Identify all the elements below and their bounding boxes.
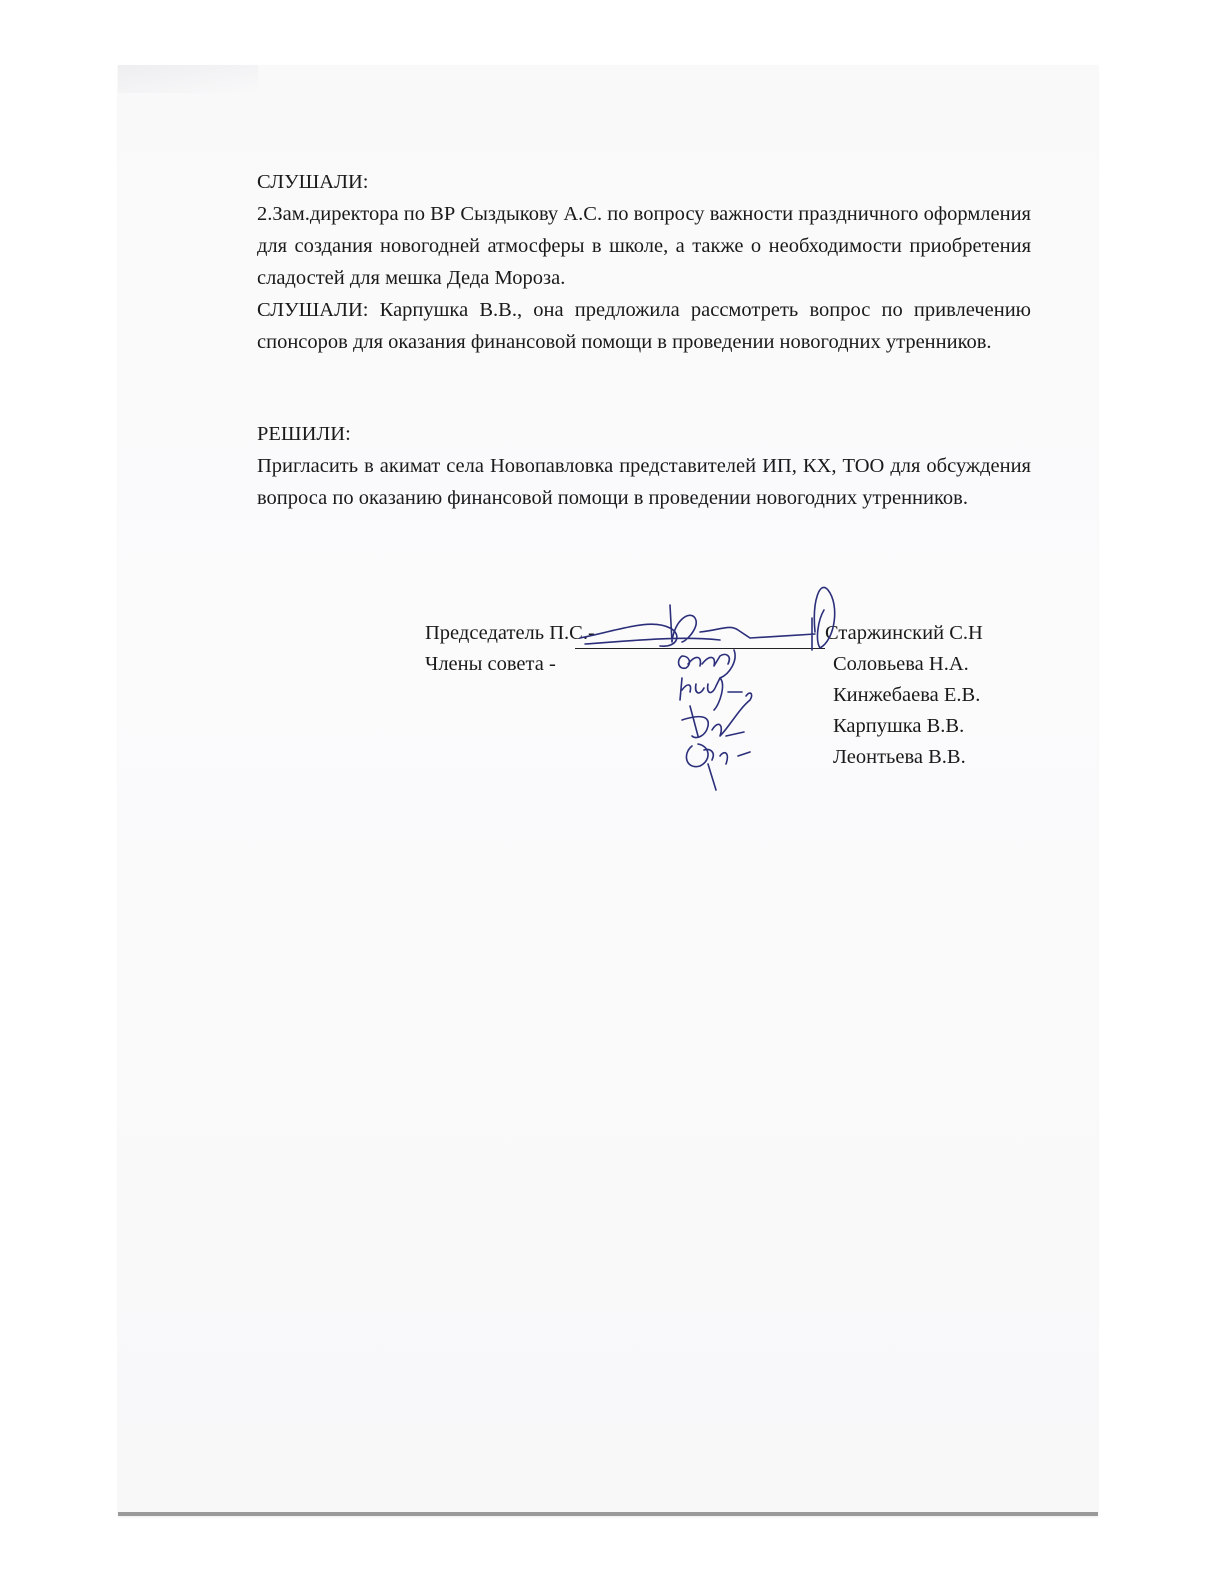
signatory-name-chair: Старжинский С.Н — [825, 622, 983, 644]
signatory-name: Кинжебаева Е.В. — [833, 684, 981, 706]
signatory-name: Соловьева Н.А. — [833, 653, 969, 675]
signature-member-1 — [679, 650, 736, 678]
signature-member-3 — [682, 693, 752, 738]
handwritten-signatures — [420, 560, 1040, 800]
paragraph-karpushka-proposal: СЛУШАЛИ: Карпушка В.В., она предложила рассмотреть вопрос по привлечению спонсоров для оказания финансовой помощи в проведении новогодних утренников. — [257, 299, 1031, 353]
signature-member-4 — [686, 744, 750, 790]
section-heard — [257, 166, 1031, 358]
signature-chair — [580, 587, 835, 650]
signature-block — [420, 560, 1040, 800]
paragraph-deputy-director-report: 2.Зам.директора по ВР Сыздыкову А.С. по вопросу важности праздничного оформления для создания новогодней атмосферы в школе, а также о необходимости приобретения сладостей для мешка Деда Мороза. — [257, 203, 1031, 289]
section-heading-decided: РЕШИЛИ: — [257, 423, 351, 445]
section-decided — [257, 418, 1031, 514]
paper-fold-shadow — [118, 65, 258, 93]
signatory-name: Леонтьева В.В. — [833, 746, 966, 768]
members-label: Члены совета - — [425, 653, 556, 675]
signature-member-2 — [680, 678, 742, 710]
signatory-name: Карпушка В.В. — [833, 715, 965, 737]
paragraph-decision: Пригласить в акимат села Новопавловка представителей ИП, КХ, ТОО для обсуждения вопроса по оказанию финансовой помощи в проведении новогодних утренников. — [257, 455, 1031, 509]
chair-label: Председатель П.С.- — [425, 622, 595, 644]
section-heading-heard: СЛУШАЛИ: — [257, 171, 369, 193]
